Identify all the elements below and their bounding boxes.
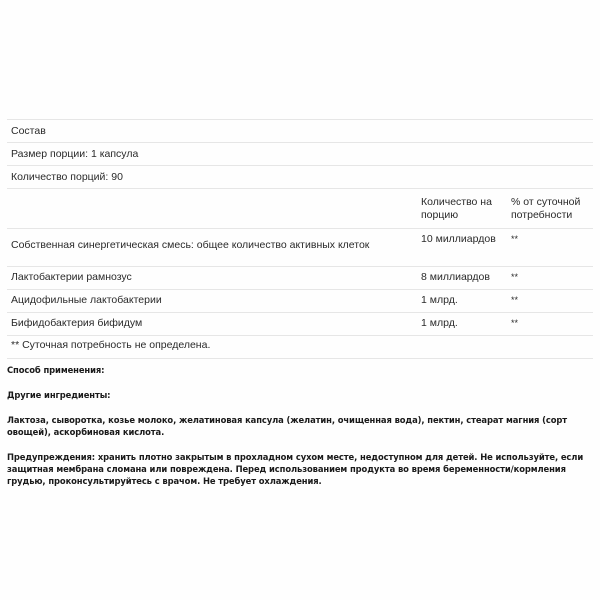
table-row [7, 313, 593, 336]
ingredient-daily-value: ** [507, 229, 593, 267]
column-header-row [7, 189, 593, 229]
facts-title-row [7, 120, 593, 143]
header-amount: Количество на порцию [421, 196, 492, 221]
footnote: ** Суточная потребность не определена. [7, 336, 593, 359]
ingredient-daily-value: ** [507, 290, 593, 313]
product-info [7, 364, 593, 500]
table-row [7, 290, 593, 313]
ingredient-daily-value: ** [507, 267, 593, 290]
table-row [7, 267, 593, 290]
serving-size-row [7, 143, 593, 166]
servings-per-container-row [7, 166, 593, 189]
serving-size: Размер порции: 1 капсула [7, 143, 593, 166]
ingredient-amount: 1 млрд. [419, 290, 507, 313]
other-ingredients-heading: Другие ингредиенты: [7, 390, 111, 400]
ingredient-amount: 8 миллиардов [419, 267, 507, 290]
servings-per-container: Количество порций: 90 [7, 166, 593, 189]
other-ingredients-text: Лактоза, сыворотка, козье молоко, желатиновая капсула (желатин, очищенная вода), пектин, стеарат магния (сорт овощей), аскорбиновая кислота. [7, 415, 568, 437]
ingredient-name: Ацидофильные лактобактерии [7, 290, 419, 313]
ingredient-amount: 1 млрд. [419, 313, 507, 336]
supplement-facts-table [7, 119, 593, 359]
footnote-row [7, 336, 593, 359]
ingredient-amount: 10 миллиардов [419, 229, 507, 267]
table-row [7, 229, 593, 267]
warnings-text: Предупреждения: хранить плотно закрытым в прохладном сухом месте, недоступном для детей. Не используйте, если защитная мембрана сломана или повреждена. Перед использованием продукта во время беременности/кормления грудью, проконсультируйтесь с врачом. Не требует охлаждения. [7, 452, 584, 486]
ingredient-name: Лактобактерии рамнозус [7, 267, 419, 290]
ingredient-daily-value: ** [507, 313, 593, 336]
facts-title: Состав [7, 120, 593, 143]
directions-heading: Способ применения: [7, 365, 105, 375]
header-daily-value: % от суточной потребности [511, 196, 581, 221]
header-blank [7, 189, 419, 229]
ingredient-name: Собственная синергетическая смесь: общее количество активных клеток [7, 229, 419, 267]
ingredient-name: Бифидобактерия бифидум [7, 313, 419, 336]
